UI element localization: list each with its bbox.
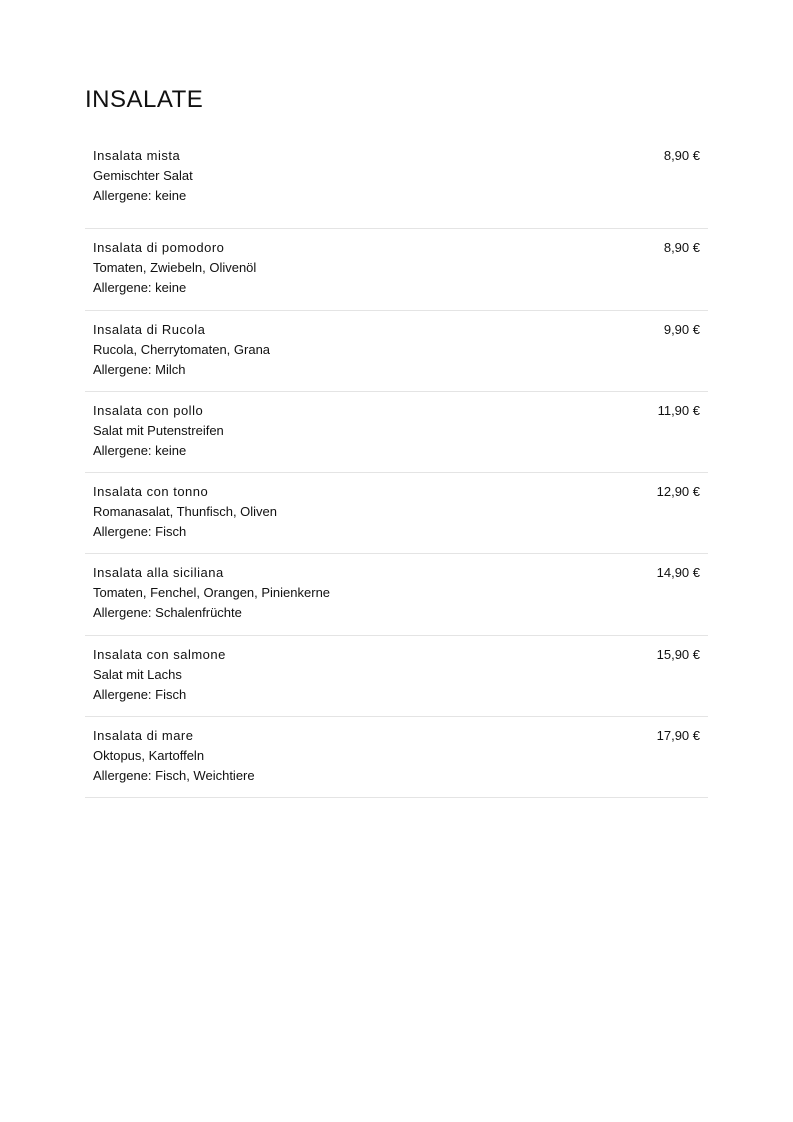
item-description: Tomaten, Fenchel, Orangen, Pinienkerne: [93, 585, 331, 601]
item-description: Romanasalat, Thunfisch, Oliven: [93, 504, 278, 520]
item-description: Tomaten, Zwiebeln, Olivenöl: [93, 260, 257, 276]
menu-item: [85, 148, 708, 229]
item-name: Insalata alla siciliana: [93, 565, 224, 581]
item-allergens: Allergene: Schalenfrüchte: [93, 605, 242, 621]
menu-item: [85, 311, 708, 392]
item-price: 8,90 €: [663, 240, 700, 256]
section-title: INSALATE: [85, 86, 204, 113]
item-name: Insalata con pollo: [93, 402, 204, 418]
menu-item: [85, 392, 708, 473]
item-allergens: Allergene: keine: [93, 280, 187, 296]
menu-item: [85, 554, 708, 635]
item-name: Insalata di pomodoro: [93, 240, 225, 256]
item-price: 17,90 €: [656, 728, 700, 744]
menu-item: [85, 717, 708, 798]
item-description: Salat mit Lachs: [93, 666, 182, 682]
item-price: 8,90 €: [663, 148, 700, 163]
item-description: Oktopus, Kartoffeln: [93, 748, 205, 764]
item-allergens: Allergene: keine: [93, 188, 187, 203]
item-price: 15,90 €: [656, 646, 700, 662]
item-name: Insalata mista: [93, 148, 181, 163]
item-name: Insalata con tonno: [93, 484, 209, 500]
menu-item: [85, 636, 708, 717]
item-price: 12,90 €: [656, 484, 700, 500]
item-allergens: Allergene: Fisch: [93, 686, 187, 702]
item-name: Insalata con salmone: [93, 646, 226, 662]
item-description: Gemischter Salat: [93, 168, 193, 183]
item-allergens: Allergene: keine: [93, 442, 187, 458]
item-name: Insalata di Rucola: [93, 321, 206, 337]
item-allergens: Allergene: Fisch, Weichtiere: [93, 768, 255, 784]
item-name: Insalata di mare: [93, 728, 194, 744]
item-allergens: Allergene: Milch: [93, 361, 186, 377]
menu-item: [85, 473, 708, 554]
item-price: 11,90 €: [657, 402, 700, 418]
item-allergens: Allergene: Fisch: [93, 524, 187, 540]
item-description: Rucola, Cherrytomaten, Grana: [93, 341, 271, 357]
menu-page: [85, 84, 708, 798]
menu-item: [85, 229, 708, 310]
item-price: 9,90 €: [663, 321, 700, 337]
item-price: 14,90 €: [656, 565, 700, 581]
menu-list: [85, 148, 708, 798]
item-description: Salat mit Putenstreifen: [93, 422, 224, 438]
